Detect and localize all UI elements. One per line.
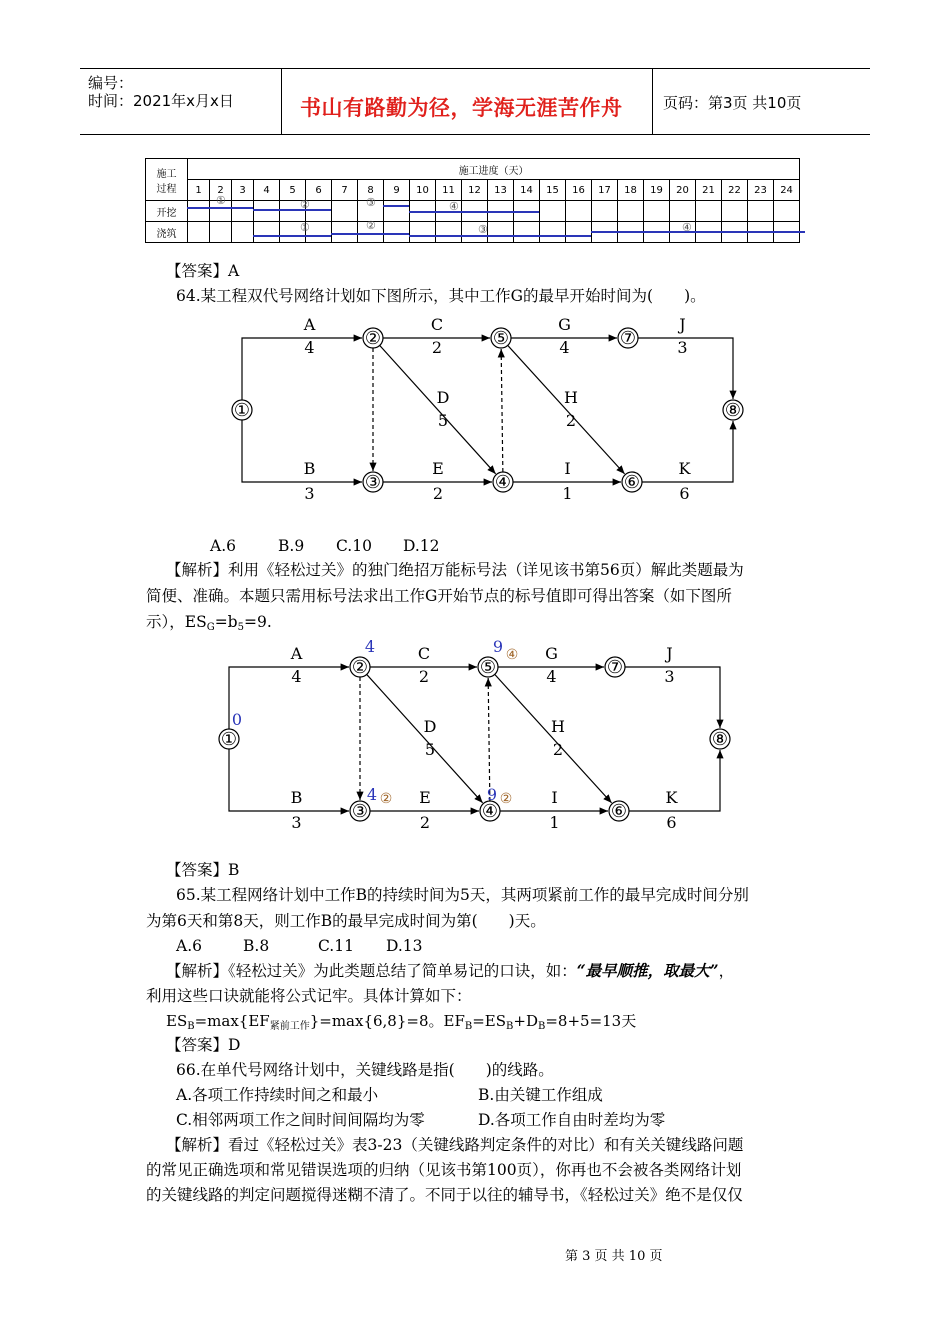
activity-a-duration: 4 <box>304 338 315 357</box>
activity-b-duration: 3 <box>291 813 302 832</box>
activity-i-name: I <box>564 459 571 478</box>
activity-a-duration: 4 <box>291 667 302 686</box>
q66-analysis-line1: 【解析】看过《轻松过关》表3-23（关键线路判定条件的对比）和有关关键线路问题 <box>166 1136 744 1154</box>
activity-c-name: C <box>430 315 444 334</box>
header-page-info: 页码：第3页 共10页 <box>663 94 802 112</box>
day-cell: 14 <box>514 180 540 201</box>
activity-i-duration: 1 <box>562 484 573 503</box>
activity-h-duration: 2 <box>565 411 577 430</box>
node-1-mark: 0 <box>231 710 243 729</box>
q65-question-line1: 65.某工程网络计划中工作B的持续时间为5天，其两项紧前工作的最早完成时间分别 <box>176 886 749 904</box>
edge-dummy-4-5 <box>501 349 503 472</box>
q65-option-b: B.8 <box>243 937 270 955</box>
pour-mark-1: ① <box>300 221 310 234</box>
node-3-label: ③ <box>351 801 369 822</box>
excavate-mark-2: ② <box>300 198 310 211</box>
day-cell: 24 <box>774 180 800 201</box>
day-cell: 15 <box>540 180 566 201</box>
activity-a-name: A <box>290 644 303 663</box>
activity-a-name: A <box>303 315 316 334</box>
excavate-mark-1: ① <box>216 194 226 207</box>
day-cell: 8 <box>358 180 384 201</box>
edge-b <box>229 749 349 811</box>
q65-option-a: A.6 <box>176 937 202 955</box>
day-cell: 5 <box>280 180 306 201</box>
activity-e-name: E <box>432 459 444 478</box>
q66-option-d: D.各项工作自由时差均为零 <box>478 1111 666 1129</box>
day-cell: 18 <box>618 180 644 201</box>
process-name-cell: 开挖 <box>146 201 188 222</box>
node-2-label: ② <box>351 657 369 678</box>
q65-option-d: D.13 <box>386 937 423 955</box>
q66-question: 66.在单代号网络计划中，关键线路是指( )的线路。 <box>176 1061 554 1079</box>
q64-question: 64.某工程双代号网络计划如下图所示，其中工作G的最早开始时间为( )。 <box>176 287 706 305</box>
q66-option-c: C.相邻两项工作之间时间间隔均为零 <box>176 1111 425 1129</box>
day-cell: 22 <box>722 180 748 201</box>
day-cell: 10 <box>410 180 436 201</box>
activity-g-name: G <box>545 644 558 663</box>
node-5-label: ⑤ <box>492 328 510 349</box>
activity-b-name: B <box>290 788 303 807</box>
activity-i-name: I <box>551 788 558 807</box>
activity-d-name: D <box>423 717 437 736</box>
node-7-label: ⑦ <box>619 328 637 349</box>
header-time-label: 时间：2021年x月x日 <box>88 92 234 110</box>
q65-analysis-line1: 【解析】《轻松过关》为此类题总结了简单易记的口诀，如：“最早顺推，取最大”， <box>166 961 735 980</box>
activity-g-duration: 4 <box>559 338 570 357</box>
node-4-source: ② <box>499 791 513 807</box>
activity-d-duration: 5 <box>437 411 449 430</box>
q65-formula: $ES_B=\max\{EF_{紧前工作}\}=\max\{6,8\}=8$。$EF_B=ES_B+D_B=8+5=13$天 <box>166 1012 637 1032</box>
activity-c-duration: 2 <box>431 338 443 357</box>
process-header-line1: 施工 <box>156 168 177 180</box>
node-8-label: ⑧ <box>711 729 729 750</box>
day-cell: 16 <box>566 180 592 201</box>
day-cell: 9 <box>384 180 410 201</box>
day-cell: 6 <box>306 180 332 201</box>
activity-i-duration: 1 <box>549 813 560 832</box>
activity-b-duration: 3 <box>304 484 315 503</box>
node-7-label: ⑦ <box>606 657 624 678</box>
node-2-mark: 4 <box>364 637 376 656</box>
q64-option-b: B.9 <box>278 537 305 555</box>
node-4-mark: 9 <box>486 785 498 804</box>
q64-analysis-line3: 示），$ES_G=b_5=9$. <box>146 613 272 633</box>
q64-analysis-line2: 简便、准确。本题只需用标号法求出工作G开始节点的标号值即可得出答案（如下图所 <box>146 587 732 605</box>
activity-j-name: J <box>666 644 673 663</box>
activity-e-duration: 2 <box>419 813 431 832</box>
q64-analysis-line1: 【解析】利用《轻松过关》的独门绝招万能标号法（详见该书第56页）解此类题最为 <box>166 561 744 579</box>
day-cell: 13 <box>488 180 514 201</box>
node-5-mark: 9 <box>492 637 504 656</box>
progress-header-cell: 施工进度（天） <box>188 159 800 180</box>
activity-k-name: K <box>678 459 691 478</box>
process-header-line2: 过程 <box>156 183 177 195</box>
process-name-cell: 浇筑 <box>146 222 188 243</box>
q63-answer: 【答案】A <box>166 262 240 280</box>
activity-j-duration: 3 <box>677 338 688 357</box>
node-4-label: ④ <box>494 472 512 493</box>
edge-a <box>242 338 362 400</box>
node-2-label: ② <box>364 328 382 349</box>
node-3-mark: 4 <box>366 785 378 804</box>
day-cell: 21 <box>696 180 722 201</box>
edge-b <box>242 420 362 482</box>
day-cell: 1 <box>188 180 210 201</box>
q64-answer: 【答案】B <box>166 861 240 879</box>
node-3-source: ② <box>379 791 393 807</box>
activity-e-name: E <box>419 788 431 807</box>
activity-c-name: C <box>417 644 431 663</box>
excavate-mark-3: ③ <box>366 196 376 209</box>
activity-j-name: J <box>679 315 686 334</box>
activity-g-duration: 4 <box>546 667 557 686</box>
activity-d-duration: 5 <box>424 740 436 759</box>
activity-k-name: K <box>665 788 678 807</box>
node-1-label: ① <box>233 400 251 421</box>
activity-e-duration: 2 <box>432 484 444 503</box>
edge-d <box>380 345 496 473</box>
node-6-label: ⑥ <box>610 801 628 822</box>
activity-k-duration: 6 <box>679 484 690 503</box>
node-5-label: ⑤ <box>479 657 497 678</box>
day-cell: 2 <box>210 180 232 201</box>
pour-mark-4: ④ <box>682 221 692 234</box>
q64-option-a: A.6 <box>210 537 236 555</box>
activity-k-duration: 6 <box>666 813 677 832</box>
day-cell: 12 <box>462 180 488 201</box>
day-cell: 23 <box>748 180 774 201</box>
q65-question-line2: 为第6天和第8天，则工作B的最早完成时间为第( )天。 <box>146 912 546 930</box>
pour-mark-2: ② <box>366 219 376 232</box>
node-4-label: ④ <box>481 801 499 822</box>
q64-option-c: C.10 <box>336 537 372 555</box>
node-5-source: ④ <box>505 647 519 663</box>
node-1-label: ① <box>220 729 238 750</box>
activity-b-name: B <box>303 459 316 478</box>
activity-c-duration: 2 <box>418 667 430 686</box>
q65-analysis-line2: 利用这些口诀就能将公式记牢。具体计算如下： <box>146 987 472 1005</box>
day-cell: 4 <box>254 180 280 201</box>
day-cell: 3 <box>232 180 254 201</box>
q66-analysis-line3: 的关键线路的判定问题搅得迷糊不清了。不同于以往的辅导书，《轻松过关》绝不是仅仅 <box>146 1186 743 1204</box>
node-3-label: ③ <box>364 472 382 493</box>
activity-d-name: D <box>436 388 450 407</box>
edge-d <box>367 674 483 802</box>
day-cell: 11 <box>436 180 462 201</box>
activity-h-name: H <box>564 388 578 407</box>
day-cell: 19 <box>644 180 670 201</box>
day-cell: 7 <box>332 180 358 201</box>
footer-page-number: 第 3 页 共 10 页 <box>565 1249 663 1264</box>
edge-h <box>508 345 625 473</box>
excavate-mark-4: ④ <box>449 200 459 213</box>
activity-j-duration: 3 <box>664 667 675 686</box>
edge-h <box>495 674 612 802</box>
edge-a <box>229 667 349 729</box>
header-motto: 书山有路勤为径，学海无涯苦作舟 <box>300 96 623 120</box>
pour-mark-3: ③ <box>478 223 488 236</box>
activity-h-name: H <box>551 717 565 736</box>
q66-analysis-line2: 的常见正确选项和常见错误选项的归纳（见该书第100页），你再也不会被各类网络计划 <box>146 1161 742 1179</box>
q65-answer: 【答案】D <box>166 1036 241 1054</box>
header-number-label: 编号： <box>88 74 134 92</box>
node-6-label: ⑥ <box>623 472 641 493</box>
edge-dummy-4-5 <box>488 678 490 801</box>
activity-h-duration: 2 <box>552 740 564 759</box>
node-8-label: ⑧ <box>724 400 742 421</box>
day-cell: 17 <box>592 180 618 201</box>
q66-option-a: A.各项工作持续时间之和最小 <box>176 1086 379 1104</box>
day-cell: 20 <box>670 180 696 201</box>
q64-option-d: D.12 <box>403 537 440 555</box>
q65-option-c: C.11 <box>318 937 354 955</box>
q66-option-b: B.由关键工作组成 <box>478 1086 603 1104</box>
activity-g-name: G <box>558 315 571 334</box>
